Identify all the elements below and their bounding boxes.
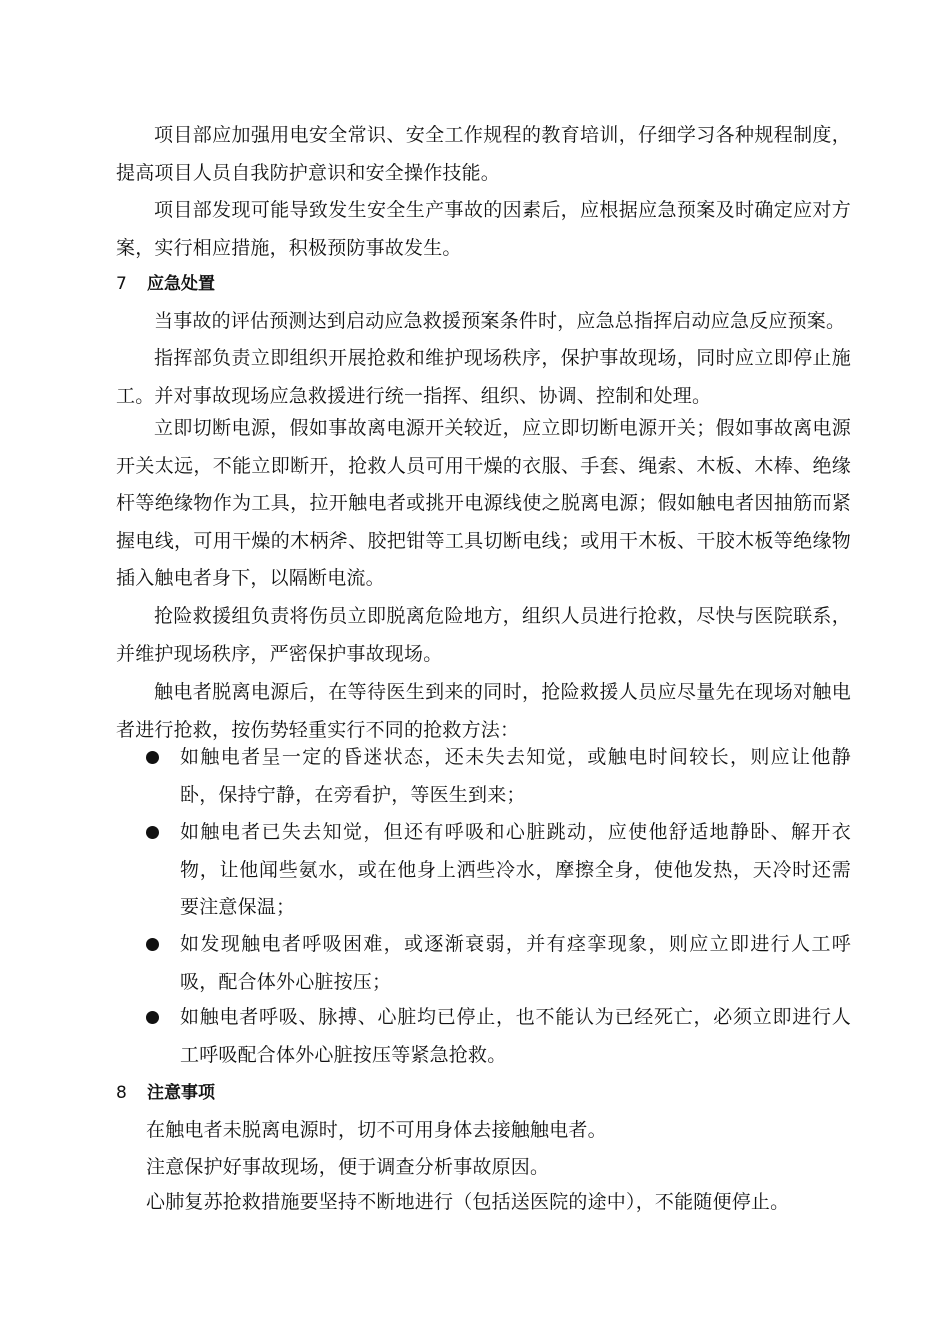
bullet-text: 如发现触电者呼吸困难，或逐渐衰弱，并有痉挛现象，则应立即进行人工呼吸，配合体外心脏按压； [180, 933, 851, 993]
bullet-text: 如触电者已失去知觉，但还有呼吸和心脏跳动，应使他舒适地静卧、解开衣物，让他闻些氨水，或在他身上洒些冷水，摩擦全身，使他发热，天冷时还需要注意保温； [180, 821, 851, 918]
section-8-paragraph-2: 注意保护好事故现场，便于调查分析事故原因。 [146, 1156, 550, 1178]
section-8-number: 8 [116, 1083, 127, 1103]
section-8-heading [116, 1078, 851, 1108]
bullet-item-2 [146, 814, 851, 927]
section-7-heading [116, 269, 851, 299]
bullet-item-3 [146, 926, 851, 1001]
intro-paragraph-1: 项目部应加强用电安全常识、安全工作规程的教育培训，仔细学习各种规程制度，提高项目人员自我防护意识和安全操作技能。 [116, 124, 851, 184]
section-7-paragraph-3: 立即切断电源，假如事故离电源开关较近，应立即切断电源开关；假如事故离电源开关太远，不能立即断开，抢救人员可用干燥的衣服、手套、绳索、木板、木棒、绝缘杆等绝缘物作为工具，拉开触电者或挑开电源线使之脱离电源；假如触电者因抽筋而紧握电线，可用干燥的木柄斧、胶把钳等工具切断电线；或用干木板、干胶木板等绝缘物插入触电者身下，以隔断电流。 [116, 417, 851, 589]
intro-paragraph-2: 项目部发现可能导致发生安全生产事故的因素后，应根据应急预案及时确定应对方案，实行相应措施，积极预防事故发生。 [116, 199, 851, 259]
section-8-paragraph-3: 心肺复苏抢救措施要坚持不断地进行（包括送医院的途中），不能随便停止。 [146, 1191, 790, 1213]
section-7-number: 7 [116, 274, 127, 294]
bullet-icon [146, 1011, 159, 1024]
section-8-title: 注意事项 [147, 1083, 215, 1103]
bullet-item-4 [146, 999, 851, 1074]
bullet-item-1 [146, 739, 851, 814]
bullet-icon [146, 938, 159, 951]
section-7-paragraph-5: 触电者脱离电源后，在等待医生到来的同时，抢险救援人员应尽量先在现场对触电者进行抢救，按伤势轻重实行不同的抢救方法： [116, 681, 851, 741]
section-8-paragraph-1: 在触电者未脱离电源时，切不可用身体去接触触电者。 [146, 1119, 607, 1141]
bullet-icon [146, 826, 159, 839]
section-7-paragraph-1: 当事故的评估预测达到启动应急救援预案条件时，应急总指挥启动应急反应预案。 [154, 310, 846, 332]
bullet-text: 如触电者呼吸、脉搏、心脏均已停止，也不能认为已经死亡，必须立即进行人工呼吸配合体外心脏按压等紧急抢救。 [180, 1006, 851, 1066]
section-7-paragraph-4: 抢险救援组负责将伤员立即脱离危险地方，组织人员进行抢救，尽快与医院联系，并维护现场秩序，严密保护事故现场。 [116, 605, 851, 665]
section-7-title: 应急处置 [147, 274, 215, 294]
section-7-paragraph-2: 指挥部负责立即组织开展抢救和维护现场秩序，保护事故现场，同时应立即停止施工。并对事故现场应急救援进行统一指挥、组织、协调、控制和处理。 [116, 347, 851, 407]
bullet-icon [146, 751, 159, 764]
bullet-text: 如触电者呈一定的昏迷状态，还未失去知觉，或触电时间较长，则应让他静卧，保持宁静，在旁看护，等医生到来； [180, 746, 851, 806]
